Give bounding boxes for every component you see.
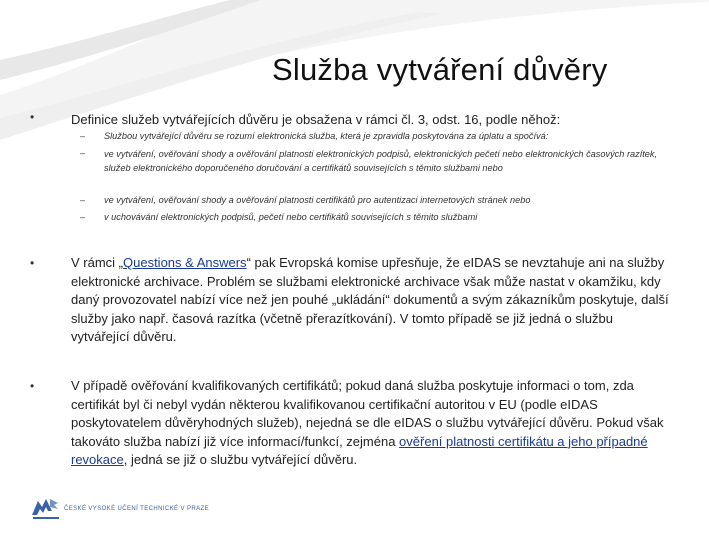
bullet-1-text: Definice služeb vytvářejících důvěru je obsažena v rámci čl. 3, odst. 16, podle něhož: xyxy=(71,112,561,127)
bullet-3-pre: V případě ověřování kvalifikovaných certifikátů; pokud daná služba poskytuje informaci o tom, zda certifikát byl či nebyl vydán některou kvalifikovanou certifikační autoritou v EU (podle eIDAS poskytovatelem důvěryhodných služeb), nejedná se dle eIDAS o službu vytvářející důvěru. Pokud však takováto služba nabízí již více informací/funkcí, zejména xyxy=(71,378,664,449)
bullet-3-post: , jedná se již o službu vytvářející důvěru. xyxy=(123,452,358,467)
bullet-3-marker: • xyxy=(30,379,35,393)
sub-item-1-text: Službou vytvářející důvěru se rozumí elektronická služba, která je zpravidla poskytována za úplatu a spočívá: xyxy=(104,131,549,141)
sub-item-2-marker: – xyxy=(80,148,86,158)
questions-answers-link[interactable]: Questions & Answers xyxy=(123,255,247,270)
slide-title: Služba vytváření důvěry xyxy=(272,52,608,87)
sub-item-3-marker: – xyxy=(80,195,86,205)
bullet-2-post: “ pak Evropská komise upřesňuje, že eIDAS se nevztahuje ani na služby elektronické archivace. Problém se službami elektronické archivace však může nastat v okamžiku, kdy daný provozovatel nabízí více než jen pouhé „ukládání“ dokumentů a svým zákazníkům poskytuje, další služby jako např. časová razítka (včetně přerazítkování). V tomto případě se již jedná o službu vytvářející důvěru. xyxy=(71,255,669,344)
sub-item-3-text: ve vytváření, ověřování shody a ověřování platnosti certifikátů pro autentizaci internetových stránek nebo xyxy=(104,195,531,205)
sub-item-1-marker: – xyxy=(80,131,86,141)
bullet-2-marker: • xyxy=(30,256,35,270)
sub-item-4-text: v uchovávání elektronických podpisů, pečetí nebo certifikátů souvisejících s těmito službami xyxy=(104,212,478,222)
certificate-revocation-link[interactable]: ověření platnosti certifikátu a jeho případné revokace xyxy=(71,433,648,467)
bullet-2-text xyxy=(71,254,671,347)
logo-text: ČESKÉ VYSOKÉ UČENÍ TECHNICKÉ V PRAZE xyxy=(64,506,209,512)
bullet-3-text xyxy=(71,377,671,470)
bullet-2-pre: V rámci „ xyxy=(71,255,123,270)
sub-item-4-marker: – xyxy=(80,212,86,222)
sub-item-2-text: ve vytváření, ověřování shody a ověřování platnosti elektronických podpisů, elektronických pečetí nebo elektronických časových razítek, služeb elektronického doporučeného doručování a certifikátů souvisejících s těmito službami nebo xyxy=(104,149,658,173)
bullet-1-marker: • xyxy=(30,110,35,124)
